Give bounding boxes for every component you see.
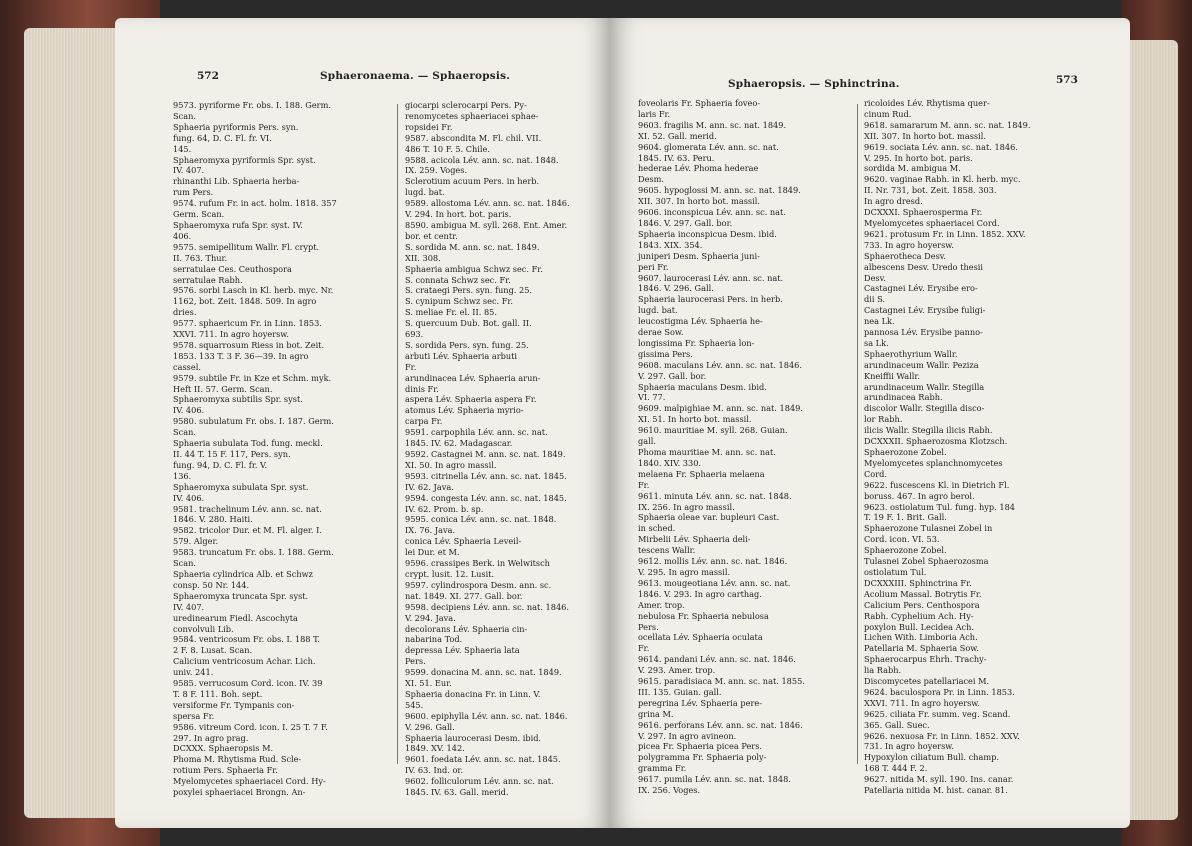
entry-line: XII. 308. <box>405 252 441 263</box>
entry-line: 9588. acicola Lév. ann. sc. nat. 1848. <box>405 154 559 165</box>
entry-line: 9593. citrinella Lév. ann. sc. nat. 1845. <box>405 470 567 481</box>
entry-line: 8590. ambigua M. syll. 268. Ent. Amer. <box>405 219 568 230</box>
entry-line: 9599. donacina M. ann. sc. nat. 1849. <box>405 667 562 678</box>
entry-line: 9601. foedata Lév. ann. sc. nat. 1845. <box>405 754 561 765</box>
entry-line: 9604. glomerata Lév. ann. sc. nat. <box>638 141 779 152</box>
entry-line: rotium Pers. Sphaeria Fr. <box>173 765 278 776</box>
entry-line: sa Lk. <box>864 337 889 348</box>
entry-line: Rabh. Cyphelium Ach. Hy- <box>864 610 974 621</box>
entry-line: 9603. fragilis M. ann. sc. nat. 1849. <box>638 119 787 130</box>
entry-line: 545. <box>405 699 424 710</box>
entry-line: Acolium Massal. Botrytis Fr. <box>864 588 982 599</box>
entry-line: foveolaris Fr. Sphaeria foveo- <box>638 98 761 108</box>
left-running-head: Sphaeronaema. — Sphaeropsis. <box>320 70 511 82</box>
entry-line: 9610. mauritiae M. syll. 268. Guian. <box>638 425 788 436</box>
entry-line: arundinacea Lév. Sphaeria arun- <box>405 372 541 383</box>
entry-line: Myelomycetes splanchnomycetes <box>864 457 1003 468</box>
entry-line: 365. Gall. Suec. <box>864 719 930 730</box>
entry-line: Calicium Pers. Centhospora <box>864 599 980 610</box>
entry-line: Desv. <box>864 272 886 283</box>
entry-line: Calicium ventricosum Achar. Lich. <box>173 656 316 667</box>
entry-line: XI. 51. In horto bot. massil. <box>638 414 752 425</box>
entry-line: uredinearum Fiedl. Ascochyta <box>173 612 298 623</box>
entry-line: Myelomycetes sphaeriacei Cord. Hy- <box>173 776 326 787</box>
right-column-1 <box>638 98 853 796</box>
entry-line: ilicis Wallr. Stegilla ilicis Rabh. <box>864 425 993 436</box>
entry-line: decolorans Lév. Sphaeria cin- <box>405 623 528 634</box>
entry-line: IV. 62. Java. <box>405 481 454 492</box>
entry-line: V. 294. Java. <box>405 612 456 623</box>
entry-line: 9615. paradisiaca M. ann. sc. nat. 1855. <box>638 676 805 687</box>
entry-line: XI. 51. Eur. <box>405 678 452 689</box>
entry-line: 693. <box>405 329 424 340</box>
entry-line: 2 F. 8. Lusat. Scan. <box>173 645 253 656</box>
entry-line: IV. 406. <box>173 405 205 416</box>
entry-line: IX. 76. Java. <box>405 525 456 536</box>
entry-line: tescens Wallr. <box>638 545 696 556</box>
entry-line: lugd. bat. <box>405 187 445 198</box>
entry-line: XI. 50. In agro massil. <box>405 459 497 470</box>
entry-line: 1853. 133 T. 3 F. 36—39. In agro <box>173 350 309 361</box>
entry-line: crypt. lusit. 12. Lusit. <box>405 568 495 579</box>
entry-line: Cord. icon. VI. 53. <box>864 534 940 545</box>
entry-line: peregrina Lév. Sphaeria pere- <box>638 697 762 708</box>
entry-line: arundinaceum Wallr. Peziza <box>864 359 979 370</box>
entry-line: DCXXX. Sphaeropsis M. <box>173 743 274 754</box>
entry-line: Amer. trop. <box>638 599 685 610</box>
entry-line: discolor Wallr. Stegilla disco- <box>864 403 985 414</box>
entry-line: 731. In agro hoyersw. <box>864 741 954 752</box>
entry-line: derae Sow. <box>638 327 684 338</box>
entry-line: 9618. samararum M. ann. sc. nat. 1849. <box>864 119 1031 130</box>
entry-line: IX. 256. Voges. <box>638 785 701 796</box>
entry-line: Castagnei Lév. Erysibe ero- <box>864 283 978 294</box>
entry-line: Castagnei Lév. Erysibe fuligi- <box>864 305 986 316</box>
entry-line: grina M. <box>638 708 674 719</box>
entry-line: S. sordida Pers. syn. fung. 25. <box>405 339 529 350</box>
right-page <box>610 18 1130 828</box>
entry-line: spersa Fr. <box>173 710 215 721</box>
entry-line: 733. In agro hoyersw. <box>864 239 954 250</box>
entry-line: albescens Desv. Uredo thesii <box>864 261 984 272</box>
entry-line: XI. 52. Gall. merid. <box>638 130 717 141</box>
left-column-2 <box>405 100 605 798</box>
entry-line: serratulae Rabh. <box>173 274 243 285</box>
entry-line: Sphaeromyxa subtilis Spr. syst. <box>173 394 303 405</box>
entry-line: aspera Lév. Sphaeria aspera Fr. <box>405 394 537 405</box>
entry-line: 9625. ciliata Fr. summ. veg. Scand. <box>864 708 1011 719</box>
entry-line: longissima Fr. Sphaeria lon- <box>638 337 755 348</box>
entry-line: Pers. <box>405 656 426 667</box>
entry-line: IX. 259. Voges. <box>405 165 468 176</box>
entry-line: giocarpi sclerocarpi Pers. Py- <box>405 100 527 110</box>
entry-line: XII. 307. In horto bot. massil. <box>864 130 986 141</box>
entry-line: 9581. trachelinum Lév. ann. sc. nat. <box>173 503 322 514</box>
entry-line: peri Fr. <box>638 261 669 272</box>
entry-line: 9624. baculospora Pr. in Linn. 1853. <box>864 686 1015 697</box>
entry-line: 9591. carpophila Lév. ann. sc. nat. <box>405 427 548 438</box>
entry-line: 1846. V. 297. Gall. bor. <box>638 217 733 228</box>
entry-line: serratulae Ces. Ceuthospora <box>173 263 292 274</box>
right-page-number: 573 <box>1056 74 1078 86</box>
entry-line: 9621. protusum Fr. in Linn. 1852. XXV. <box>864 228 1026 239</box>
entry-line: poxylon Bull. Lecidea Ach. <box>864 621 974 632</box>
entry-line: 9597. cylindrospora Desm. ann. sc. <box>405 579 552 590</box>
entry-line: 1845. IV. 63. Peru. <box>638 152 715 163</box>
entry-line: 9589. allostoma Lév. ann. sc. nat. 1846. <box>405 198 570 209</box>
entry-line: nebulosa Fr. Sphaeria nebulosa <box>638 610 769 621</box>
entry-line: Sphaeria laurocerasi Desm. ibid. <box>405 732 542 743</box>
entry-line: Germ. Scan. <box>173 209 225 220</box>
entry-line: 9594. congesta Lév. ann. sc. nat. 1845. <box>405 492 567 503</box>
entry-line: 168 T. 444 F. 2. <box>864 763 928 774</box>
entry-line: Sphaerothyrium Wallr. <box>864 348 958 359</box>
entry-line: In agro dresd. <box>864 196 923 207</box>
entry-line: 297. In agro prag. <box>173 732 249 743</box>
entry-line: hederae Lév. Phoma hederae <box>638 163 759 174</box>
entry-line: renomycetes sphaeriacei sphae- <box>405 110 539 121</box>
entry-line: XXVI. 711. In agro hoyersw. <box>173 329 289 340</box>
entry-line: Sphaerozone Zobel. <box>864 545 947 556</box>
entry-line: 9596. crassipes Berk. in Welwitsch <box>405 558 550 569</box>
entry-line: 1846. V. 296. Gall. <box>638 283 714 294</box>
entry-line: 9600. epiphylla Lév. ann. sc. nat. 1846. <box>405 710 568 721</box>
entry-line: dinis Fr. <box>405 383 439 394</box>
entry-line: 1840. XIV. 330. <box>638 457 702 468</box>
entry-line: Myelomycetes sphaeriacei Cord. <box>864 217 1000 228</box>
entry-line: S. cynipum Schwz sec. Fr. <box>405 296 514 307</box>
entry-line: 9592. Castagnei M. ann. sc. nat. 1849. <box>405 449 566 459</box>
entry-line: Sphaeria pyriformis Pers. syn. <box>173 121 299 132</box>
entry-line: 1162, bot. Zeit. 1848. 509. In agro <box>173 296 317 307</box>
entry-line: 9579. subtile Fr. in Kze et Schm. myk. <box>173 372 332 383</box>
entry-line: IX. 256. In agro massil. <box>638 501 735 512</box>
entry-line: Fr. <box>638 479 650 490</box>
entry-line: Sphaeria oleae var. bupleuri Cast. <box>638 512 780 523</box>
entry-line: depressa Lév. Sphaeria lata <box>405 645 520 656</box>
entry-line: 9616. perforans Lév. ann. sc. nat. 1846. <box>638 719 803 730</box>
entry-line: versiforme Fr. Tympanis con- <box>173 699 295 710</box>
entry-line: dii S. <box>864 294 886 305</box>
entry-line: Mirbelii Lév. Sphaeria deli- <box>638 534 751 545</box>
entry-line: Sphaeria inconspicua Desm. ibid. <box>638 228 777 239</box>
entry-line: Sphaeria ambigua Schwz sec. Fr. <box>405 263 543 274</box>
entry-line: 1843. XIX. 354. <box>638 239 703 250</box>
entry-line: bor. et centr. <box>405 230 458 241</box>
entry-line: ropsidei Fr. <box>405 121 453 132</box>
entry-line: DCXXXII. Sphaerozosma Klotzsch. <box>864 436 1008 447</box>
entry-line: leucostigma Lév. Sphaeria he- <box>638 316 763 327</box>
entry-line: 1846. V. 293. In agro carthag. <box>638 588 762 599</box>
entry-line: 9587. abscondita M. Fl. chil. VII. <box>405 132 542 143</box>
entry-line: Sphaerotheca Desv. <box>864 250 947 261</box>
entry-line: V. 297. Gall. bor. <box>638 370 707 381</box>
entry-line: lei Dur. et M. <box>405 547 460 558</box>
entry-line: cinum Rud. <box>864 108 912 119</box>
entry-line: 1849. XV. 142. <box>405 743 465 754</box>
entry-line: 9575. semipellitum Wallr. Fl. crypt. <box>173 241 320 252</box>
entry-line: IV. 407. <box>173 165 205 176</box>
entry-line: III. 135. Guian. gall. <box>638 686 722 697</box>
entry-line: 1845. IV. 63. Gall. merid. <box>405 787 509 798</box>
entry-line: Fr. <box>405 361 417 372</box>
entry-line: 9608. maculans Lév. ann. sc. nat. 1846. <box>638 359 802 370</box>
entry-line: cassel. <box>173 361 201 372</box>
entry-line: 9620. vaginae Rabh. in Kl. herb. myc. <box>864 174 1021 185</box>
entry-line: gall. <box>638 436 656 447</box>
entry-line: 9623. ostiolatum Tul. fung. hyp. 184 <box>864 501 1015 512</box>
entry-line: melaena Fr. Sphaeria melaena <box>638 468 765 479</box>
entry-line: 136. <box>173 470 192 481</box>
entry-line: S. connata Schwz sec. Fr. <box>405 274 511 285</box>
entry-line: atomus Lév. Sphaeria myrio- <box>405 405 524 416</box>
page-edges-left <box>24 28 124 818</box>
entry-line: sordida M. ambigua M. <box>864 163 961 174</box>
entry-line: rhinanthi Lib. Sphaeria herba- <box>173 176 300 187</box>
entry-line: Sphaerozone Zobel. <box>864 447 947 457</box>
entry-line: 9627. nitida M. syll. 190. Ins. canar. <box>864 774 1014 785</box>
entry-line: T. 19 F. 1. Brit. Gall. <box>864 512 947 523</box>
entry-line: 9576. sorbi Lasch in Kl. herb. myc. Nr. <box>173 285 334 296</box>
entry-line: juniperi Desm. Sphaeria juni- <box>638 250 760 261</box>
entry-line: 145. <box>173 143 192 154</box>
entry-line: 9614. pandani Lév. ann. sc. nat. 1846. <box>638 654 796 665</box>
entry-line: poxylei sphaeriacei Brongn. An- <box>173 787 306 798</box>
entry-line: 9612. mollis Lév. ann. sc. nat. 1846. <box>638 556 788 567</box>
entry-line: Fr. <box>638 643 650 654</box>
entry-line: Scan. <box>173 427 196 438</box>
entry-line: 9617. pumila Lév. ann. sc. nat. 1848. <box>638 774 791 785</box>
entry-line: Desm. <box>638 174 664 185</box>
left-page-number: 572 <box>197 70 219 82</box>
column-divider <box>857 104 858 764</box>
entry-line: 1846. V. 280. Haiti. <box>173 514 253 525</box>
entry-line: Sphaeromyxa subulata Spr. syst. <box>173 481 309 492</box>
entry-line: Phoma mauritiae M. ann. sc. nat. <box>638 447 776 457</box>
entry-line: V. 295. In agro massil. <box>638 566 731 577</box>
entry-line: Sphaeromyxa truncata Spr. syst. <box>173 590 309 601</box>
entry-line: Scan. <box>173 110 196 121</box>
entry-line: fung. 94, D. C. Fl. fr. V. <box>173 459 268 470</box>
entry-line: S. sordida M. ann. sc. nat. 1849. <box>405 241 540 252</box>
entry-line: Phoma M. Rhytisma Rud. Scle- <box>173 754 302 765</box>
entry-line: 9602. folliculorum Lév. ann. sc. nat. <box>405 776 554 787</box>
entry-line: dries. <box>173 307 197 318</box>
right-column-2 <box>864 98 1079 796</box>
entry-line: DCXXXI. Sphaerospermа Fr. <box>864 207 983 218</box>
entry-line: 9580. subulatum Fr. obs. I. 187. Germ. <box>173 416 334 427</box>
entry-line: 9626. nexuosa Fr. in Linn. 1852. XXV. <box>864 730 1020 741</box>
entry-line: Pers. <box>638 621 659 632</box>
entry-line: 9577. sphaericum Fr. in Linn. 1853. <box>173 318 322 329</box>
entry-line: rum Pers. <box>173 187 214 198</box>
entry-line: Sphaeria maculans Desm. ibid. <box>638 381 767 392</box>
entry-line: V. 297. In agro avineon. <box>638 730 737 741</box>
left-page <box>115 18 610 828</box>
entry-line: Patellaria M. Sphaeria Sow. <box>864 643 979 654</box>
entry-line: Sphaeria donacina Fr. in Linn. V. <box>405 688 541 699</box>
entry-line: 9609. malpighiae M. ann. sc. nat. 1849. <box>638 403 803 414</box>
entry-line: 9611. minuta Lév. ann. sc. nat. 1848. <box>638 490 792 501</box>
entry-line: Kneiffii Wallr. <box>864 370 920 381</box>
entry-line: laris Fr. <box>638 108 671 119</box>
entry-line: 486 T. 10 F. 5. Chile. <box>405 143 490 154</box>
entry-line: 9573. pyriforme Fr. obs. I. 188. Germ. <box>173 100 331 110</box>
entry-line: Sphaeria subulata Tod. fung. meckl. <box>173 438 323 449</box>
entry-line: gramma Fr. <box>638 763 687 774</box>
entry-line: nabarina Tod. <box>405 634 463 645</box>
entry-line: ostiolatum Tul. <box>864 566 927 577</box>
entry-line: fung. 64, D. C. Fl. fr. VI. <box>173 132 272 143</box>
entry-line: V. 295. In horto bot. paris. <box>864 152 973 163</box>
entry-line: Heft II. 57. Germ. Scan. <box>173 383 273 394</box>
entry-line: convolvuli Lib. <box>173 623 234 634</box>
entry-line: 406. <box>173 230 192 241</box>
entry-line: S. quercuum Dub. Bot. gall. II. <box>405 318 532 329</box>
entry-line: ricoloides Lév. Rhytisma quer- <box>864 98 990 108</box>
entry-line: polygramma Fr. Sphaeria poly- <box>638 752 767 763</box>
entry-line: II. Nr. 731, bot. Zeit. 1858. 303. <box>864 185 997 196</box>
entry-line: Scan. <box>173 558 196 569</box>
entry-line: Sphaeromyxa pyriformis Spr. syst. <box>173 154 316 165</box>
entry-line: T. 8 F. 111. Boh. sept. <box>173 688 263 699</box>
entry-line: Tulasnei Zobel Sphaerozosma <box>864 556 989 567</box>
entry-line: gissima Pers. <box>638 348 693 359</box>
entry-line: lia Rabh. <box>864 665 902 676</box>
entry-line: 9605. hypoglossi M. ann. sc. nat. 1849. <box>638 185 801 196</box>
entry-line: II. 763. Thur. <box>173 252 228 263</box>
entry-line: Sphaeria cylindrica Alb. et Schwz <box>173 568 313 579</box>
entry-line: Sphaerocarpus Ehrh. Trachy- <box>864 654 987 665</box>
entry-line: Cord. <box>864 468 887 479</box>
entry-line: Sphaeria laurocerasi Pers. in herb. <box>638 294 783 305</box>
entry-line: picea Fr. Sphaeria picea Pers. <box>638 741 763 752</box>
entry-line: 9586. vitreum Cord. icon. I. 25 T. 7 F. <box>173 721 328 732</box>
entry-line: S. crataegi Pers. syn. fung. 25. <box>405 285 533 296</box>
entry-line: Hypoxylon ciliatum Bull. champ. <box>864 752 999 763</box>
right-running-head: Sphaeropsis. — Sphinctrina. <box>728 78 900 90</box>
entry-line: in sched. <box>638 523 676 534</box>
entry-line: lor Rabh. <box>864 414 903 425</box>
entry-line: 9619. sociata Lév. ann. sc. nat. 1846. <box>864 141 1018 152</box>
entry-line: 9582. tricolor Dur. et M. Fl. alger. I. <box>173 525 322 536</box>
entry-line: 9598. decipiens Lév. ann. sc. nat. 1846. <box>405 601 569 612</box>
entry-line: ocellata Lév. Sphaeria oculata <box>638 632 763 643</box>
entry-line: VI. 77. <box>638 392 666 403</box>
entry-line: 9583. truncatum Fr. obs. I. 188. Germ. <box>173 547 334 558</box>
entry-line: IV. 62. Prom. b. sp. <box>405 503 484 514</box>
entry-line: univ. 241. <box>173 667 214 678</box>
entry-line: 9578. squarrosum Riess in bot. Zeit. <box>173 339 325 350</box>
entry-line: XII. 307. In horto bot. massil. <box>638 196 760 207</box>
entry-line: Lichen With. Limboria Ach. <box>864 632 978 643</box>
entry-line: 9574. rufum Fr. in act. holm. 1818. 357 <box>173 198 337 209</box>
entry-line: arbuti Lév. Sphaeria arbuti <box>405 350 518 361</box>
entry-line: consp. 50 Nr. 144. <box>173 579 250 590</box>
entry-line: IV. 63. Ind. or. <box>405 765 464 776</box>
entry-line: carpa Fr. <box>405 416 443 427</box>
entry-line: conica Lév. Sphaeria Leveil- <box>405 536 522 547</box>
entry-line: 1845. IV. 62. Madagascar. <box>405 438 513 449</box>
entry-line: 9606. inconspicua Lév. ann. sc. nat. <box>638 207 786 218</box>
left-column-1 <box>173 100 395 798</box>
entry-line: V. 296. Gall. <box>405 721 455 732</box>
column-divider <box>397 104 398 764</box>
entry-line: V. 294. In hort. bot. paris. <box>405 209 512 220</box>
entry-line: 9613. mougeotiana Lév. ann. sc. nat. <box>638 577 791 588</box>
entry-line: S. meliae Fr. el. II. 85. <box>405 307 497 318</box>
entry-line: Discomycetes patellariacei M. <box>864 676 990 687</box>
entry-line: IV. 407. <box>173 601 205 612</box>
entry-line: Sphaerozone Tulasnei Zobel in <box>864 523 993 534</box>
entry-line: 9584. ventricosum Fr. obs. I. 188 T. <box>173 634 320 645</box>
entry-line: Patellaria nitida M. hist. canar. 81. <box>864 785 1008 796</box>
entry-line: pannosa Lév. Erysibe panno- <box>864 327 983 338</box>
entry-line: nat. 1849. XI. 277. Gall. bor. <box>405 590 523 601</box>
entry-line: IV. 406. <box>173 492 205 503</box>
entry-line: 579. Alger. <box>173 536 219 547</box>
entry-line: 9595. conica Lév. ann. sc. nat. 1848. <box>405 514 557 525</box>
entry-line: II. 44 T. 15 F. 117, Pers. syn. <box>173 449 291 459</box>
entry-line: boruss. 467. In agro berol. <box>864 490 975 501</box>
entry-line: 9585. verrucosum Cord. icon. IV. 39 <box>173 678 323 689</box>
entry-line: Sphaeromyxa rufa Spr. syst. IV. <box>173 219 303 230</box>
entry-line: V. 293. Amer. trop. <box>638 665 716 676</box>
entry-line: arundinaceum Wallr. Stegilla <box>864 381 985 392</box>
entry-line: lugd. bat. <box>638 305 678 316</box>
entry-line: 9622. fuscescens Kl. in Dietrich Fl. <box>864 479 1010 490</box>
entry-line: Sclerotium acuum Pers. in herb. <box>405 176 540 187</box>
entry-line: arundinacea Rabh. <box>864 392 943 403</box>
entry-line: 9607. laurocerasi Lév. ann. sc. nat. <box>638 272 784 283</box>
entry-line: nea Lk. <box>864 316 895 327</box>
entry-line: DCXXXIII. Sphinctrina Fr. <box>864 577 972 588</box>
entry-line: XXVI. 711. In agro hoyersw. <box>864 697 980 708</box>
